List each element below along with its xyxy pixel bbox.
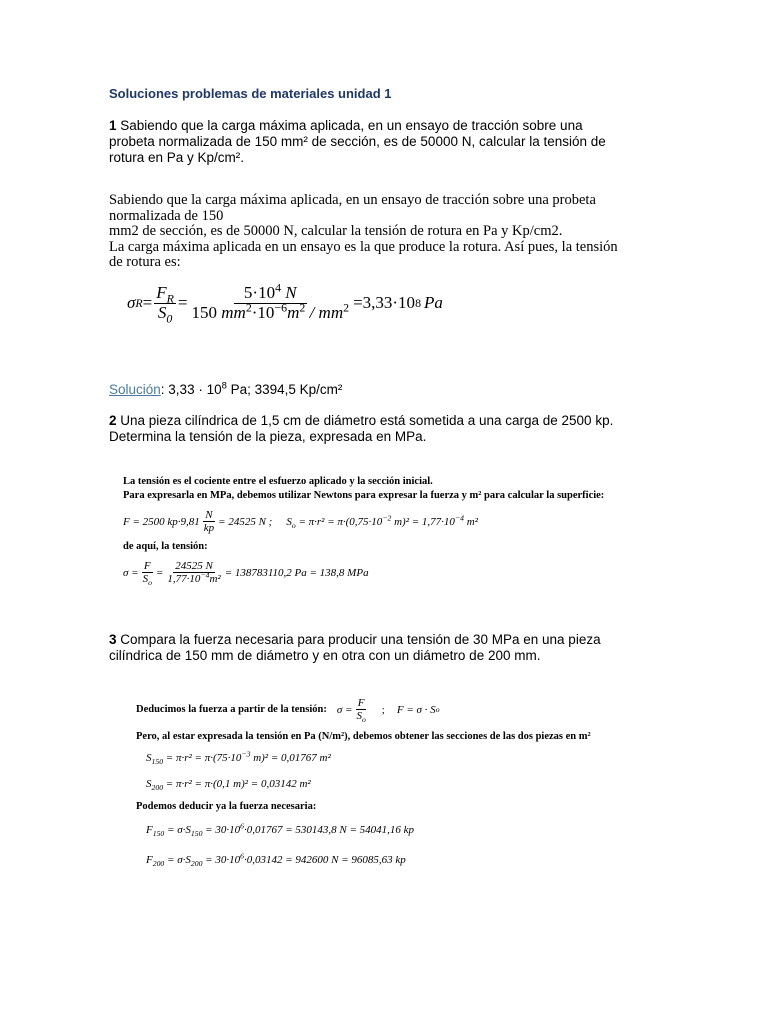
- p2-equation-force-area: [123, 509, 643, 534]
- p3-eq0-b: F = σ · S: [396, 703, 436, 716]
- p3-solution-line-3: Podemos deducir ya la fuerza necesaria:: [136, 801, 317, 813]
- denominator-unit-per-mm: / mm: [309, 302, 344, 322]
- p2-eq1-den: kp: [203, 522, 215, 535]
- denominator-unit-mm: mm: [221, 302, 246, 322]
- p2-eq2-c: m²: [463, 515, 478, 528]
- numerator-unit: N: [285, 283, 297, 302]
- p2-eq1-result: = 24525 N ;: [218, 515, 273, 528]
- p2-eq1-num: N: [205, 509, 213, 521]
- p3-eq0-separator: ;: [381, 703, 385, 716]
- force-symbol: F: [156, 283, 167, 302]
- result-value: =3,33·10: [353, 293, 416, 313]
- fraction-values: [190, 280, 352, 322]
- p3-eq0-den: S: [356, 710, 362, 723]
- problem-2-line-2: Determina la tensión de la pieza, expresada en MPa.: [109, 429, 427, 444]
- p3-eq0-den-sub: o: [361, 715, 366, 725]
- p3-solution-line-2: Pero, al estar expresada la tensión en Pa (N/m²), debemos obtener las secciones de las dos piezas en m²: [136, 731, 591, 743]
- denominator-exp-4: 2: [343, 300, 350, 315]
- p2-eq2-b: m)² = 1,77·10: [391, 515, 455, 528]
- p3-s150-sub: 150: [151, 757, 164, 767]
- p3-s150-equation: [146, 749, 656, 767]
- problem-3-line-2: cilíndrica de 150 mm de diámetro y en otra con un diámetro de 200 mm.: [109, 648, 541, 663]
- p3-f200-sub: 200: [152, 859, 165, 869]
- p3-s150-exp: −3: [241, 749, 251, 759]
- p2-eq3-f-den-sub: o: [148, 578, 152, 588]
- solution-link[interactable]: Solución: [109, 382, 161, 397]
- problem-3-line-1: Compara la fuerza necesaria para producir una tensión de 30 MPa en una pieza: [120, 632, 601, 647]
- p3-s150-a: = π·r² = π·(75·10: [163, 752, 242, 765]
- p3-f200-c: ·0,03142 = 942600 N = 96085,63 kp: [243, 854, 406, 867]
- p3-solution-line-1: Deducimos la fuerza a partir de la tensión:: [136, 703, 327, 715]
- p3-f200-b: = 30·10: [202, 854, 241, 867]
- explanation-line-2: normalizada de 150: [109, 207, 224, 224]
- p3-deduce-line: Deducimos la fuerza a partir de la tensión: σ = $\frac{F}{S_o}$ ; F = σ · S o: [136, 697, 440, 725]
- p3-f200-equation: [146, 851, 656, 869]
- p3-f200-a-sub: 200: [190, 859, 203, 869]
- solution-value-a: : 3,33 · 10: [160, 382, 222, 397]
- p3-s200-sub: 200: [151, 783, 164, 793]
- p2-eq3-lhs: σ =: [123, 566, 139, 579]
- problem-1-explanation: [109, 193, 669, 271]
- p3-f150-c: ·0,01767 = 530143,8 N = 54041,16 kp: [243, 824, 415, 837]
- p2-solution-line-1: La tensión es el cociente entre el esfuerzo aplicado y la sección inicial.: [123, 476, 433, 487]
- p2-eq3-den: 1,77·10: [167, 573, 201, 586]
- p2-eq3-frac-2: [165, 560, 222, 585]
- p2-eq2-exp2: −4: [454, 512, 464, 522]
- p3-eq0-frac: [354, 697, 367, 725]
- denominator-value: 150: [191, 302, 217, 322]
- denominator-exp-2: −6: [274, 300, 288, 315]
- p3-f150-symbol: F: [146, 824, 153, 837]
- fraction-force-area: [154, 283, 176, 326]
- document-title: Soluciones problemas de materiales unidad 1: [109, 86, 392, 101]
- p2-eq2-sub: o: [291, 520, 296, 530]
- p3-f200-a: = σ·S: [164, 854, 191, 867]
- problem-3-statement: [109, 632, 669, 664]
- problem-2-statement: [109, 413, 669, 445]
- p3-s200-rest: = π·r² = π·(0,1 m)² = 0,03142 m²: [163, 778, 311, 791]
- problem-1-line-2: probeta normalizada de 150 mm² de sección, es de 50000 N, calcular la tensión de: [109, 134, 606, 149]
- p3-f150-a: = σ·S: [164, 824, 191, 837]
- p2-equation-tension: σ = $\frac{F}{S_o}$ = $\frac{24525 N}{1,77\cdot 10^{-4}m^2}$ = 138783110,2 Pa = 138,8 MPa: [123, 560, 369, 588]
- p3-f150-sub: 150: [152, 829, 165, 839]
- problem-1-line-3: rotura en Pa y Kp/cm².: [109, 150, 245, 165]
- numerator-exponent: 4: [275, 280, 282, 295]
- p2-eq3-f-num: F: [143, 560, 151, 573]
- p3-s150-symbol: S: [146, 752, 152, 765]
- problem-1-number: 1: [109, 118, 117, 133]
- p2-eq1-lhs: F = 2500 kp·9,81: [123, 515, 200, 528]
- p3-s200-symbol: S: [146, 778, 152, 791]
- area-subscript: 0: [166, 311, 173, 326]
- sigma-symbol: σ: [127, 293, 136, 313]
- p3-eq0-num: F: [357, 697, 365, 709]
- formula-tension-rotura: σ R = $\frac{F_R}{S_0}$ = $\frac{5\cdot 10^4 N}{150 mm^2\cdot 10^{-6}m^2 / mm^2}$ =3,33·10 8 Pa: [127, 280, 443, 326]
- denominator-factor: ·10: [251, 302, 275, 322]
- p2-eq3-num: 24525 N: [175, 560, 213, 573]
- result-unit: Pa: [424, 293, 443, 313]
- p3-f150-a-sub: 150: [190, 829, 203, 839]
- p2-eq3-den-unit: m²: [209, 573, 221, 586]
- p3-s150-b: m)² = 0,01767 m²: [250, 752, 331, 765]
- explanation-line-5: de rotura es:: [109, 254, 181, 270]
- numerator-value: 5·10: [243, 283, 276, 302]
- p2-eq2-a: = π·r² = π·(0,75·10: [295, 515, 383, 528]
- problem-3-number: 3: [109, 632, 117, 647]
- denominator-exp-1: 2: [245, 300, 252, 315]
- p2-solution-line-2: Para expresarla en MPa, debemos utilizar Newtons para expresar la fuerza y m² para calcular la superficie:: [123, 490, 605, 501]
- p2-eq3-den-exp: −4: [200, 570, 210, 580]
- explanation-line-3: mm2 de sección, es de 50000 N, calcular la tensión de rotura en Pa y Kp/cm2.: [109, 223, 563, 239]
- area-symbol: S: [157, 302, 167, 322]
- p2-eq3-result: = 138783110,2 Pa = 138,8 MPa: [224, 566, 369, 579]
- problem-2-line-1: Una pieza cilíndrica de 1,5 cm de diámetro está sometida a una carga de 2500 kp.: [120, 413, 614, 428]
- force-subscript: R: [166, 291, 174, 306]
- problem-1-line-1: Sabiendo que la carga máxima aplicada, en un ensayo de tracción sobre una: [120, 118, 583, 133]
- problem-2-solution-image: [123, 475, 643, 588]
- p2-solution-line-3: de aquí, la tensión:: [123, 541, 208, 553]
- p3-f150-equation: [146, 821, 656, 839]
- problem-2-number: 2: [109, 413, 117, 428]
- denominator-exp-3: 2: [299, 300, 306, 315]
- p3-eq0-lhs: σ =: [336, 703, 353, 716]
- denominator-unit-m: m: [287, 302, 300, 322]
- explanation-line-1: Sabiendo que la carga máxima aplicada, en un ensayo de tracción sobre una probeta: [109, 192, 596, 208]
- p2-eq1-fraction: [202, 509, 216, 534]
- explanation-line-4: La carga máxima aplicada en un ensayo es la que produce la rotura. Así pues, la tensión: [109, 238, 618, 255]
- p2-eq3-frac-1: [141, 560, 154, 588]
- p2-eq2-symbol: S: [286, 515, 292, 528]
- p2-eq2-exp: −2: [382, 512, 392, 522]
- solution-line: [109, 382, 342, 398]
- p2-eq3-f-den: S: [142, 573, 149, 586]
- solution-value-b: Pa; 3394,5 Kp/cm²: [226, 382, 343, 397]
- solution-exponent: 8: [221, 380, 227, 392]
- p3-f200-exp: 6: [240, 851, 244, 861]
- problem-3-solution-image: [136, 697, 656, 869]
- p3-f200-symbol: F: [146, 854, 153, 867]
- p3-f150-b: = 30·10: [202, 824, 241, 837]
- problem-1-statement: [109, 118, 669, 166]
- p3-f150-exp: 6: [240, 821, 244, 831]
- p3-s200-equation: [146, 778, 656, 793]
